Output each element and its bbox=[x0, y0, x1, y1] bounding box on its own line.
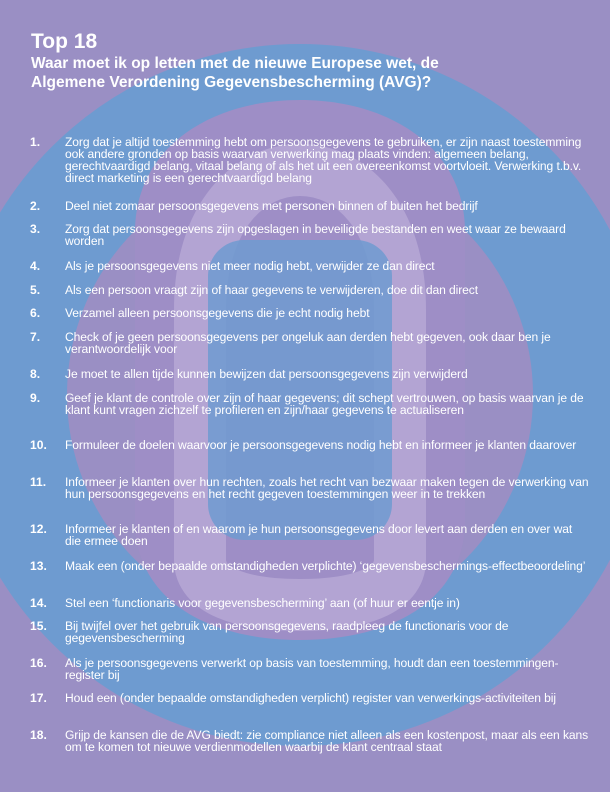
item-number: 15. bbox=[30, 619, 47, 633]
item-text: Als je persoonsgegevens niet meer nodig hebt, verwijder ze dan direct bbox=[65, 259, 435, 273]
item-text: Zorg dat persoonsgegevens zijn opgeslagen in beveiligde bestanden en weet waar ze bewaard worden bbox=[65, 222, 566, 248]
item-number: 7. bbox=[30, 330, 41, 344]
item-number: 10. bbox=[30, 438, 47, 452]
item-number: 14. bbox=[30, 596, 47, 610]
item-number: 1. bbox=[30, 135, 41, 149]
item-number: 6. bbox=[30, 306, 41, 320]
item-number: 4. bbox=[30, 259, 41, 273]
item-text: Houd een (onder bepaalde omstandigheden verplicht) register van verwerkings-activiteiten bij bbox=[65, 691, 556, 705]
item-text: Verzamel alleen persoonsgegevens die je echt nodig hebt bbox=[65, 306, 370, 320]
item-number: 17. bbox=[30, 691, 47, 705]
item-text: Als een persoon vraagt zijn of haar gegevens te verwijderen, doe dit dan direct bbox=[65, 283, 478, 297]
item-number: 5. bbox=[30, 283, 41, 297]
item-text: Zorg dat je altijd toestemming hebt om persoonsgegevens te gebruiken, er zijn naast toestemming ook andere gronden op basis waarvan verwerking mag plaats vinden: algemeen belang, gerechtvaardigd belang, vitaal belang of als het uit een overeenkomst voortvloeit. Verwerking t.b.v. direct marketing is een gerechtvaardigd belang bbox=[65, 135, 582, 185]
item-number: 9. bbox=[30, 391, 41, 405]
item-number: 12. bbox=[30, 522, 47, 536]
item-number: 18. bbox=[30, 728, 47, 742]
item-text: Stel een ‘functionaris voor gegevensbescherming’ aan (of huur er eentje in) bbox=[65, 596, 460, 610]
item-text: Informeer je klanten of en waarom je hun persoonsgegevens door levert aan derden en over wat die ermee doen bbox=[65, 522, 573, 548]
item-text: Check of je geen persoonsgegevens per ongeluk aan derden hebt gegeven, ook daar ben je verantwoordelijk voor bbox=[65, 330, 551, 356]
item-number: 3. bbox=[30, 222, 41, 236]
item-number: 11. bbox=[30, 475, 47, 489]
item-text: Geef je klant de controle over zijn of haar gegevens; dit schept vertrouwen, op basis waarvan je de klant kunt vragen zichzelf te profileren en zijn/haar gegevens te actualiseren bbox=[65, 391, 584, 417]
item-text: Deel niet zomaar persoonsgegevens met personen binnen of buiten het bedrijf bbox=[65, 199, 478, 213]
item-text: Grijp de kansen die de AVG biedt: zie compliance niet alleen als een kostenpost, maar als een kans om te komen tot nieuwe verdienmodellen waarbij de klant centraal staat bbox=[65, 728, 589, 754]
title-subtitle: Waar moet ik op letten met de nieuwe Europese wet, de Algemene Verordening Gegevensbescherming (AVG)? bbox=[31, 55, 439, 91]
item-number: 13. bbox=[30, 559, 47, 573]
title-main: Top 18 bbox=[31, 30, 98, 53]
item-text: Informeer je klanten over hun rechten, zoals het recht van bezwaar maken tegen de verwerking van hun persoonsgegevens en het recht gegeven toestemmingen weer in te trekken bbox=[65, 475, 589, 501]
item-text: Maak een (onder bepaalde omstandigheden verplichte) ‘gegevensbeschermings-effectbeoordeling’ bbox=[65, 559, 586, 573]
page-title bbox=[31, 30, 501, 92]
item-text: Als je persoonsgegevens verwerkt op basis van toestemming, houdt dan een toestemmingen-register bij bbox=[65, 656, 559, 682]
item-number: 2. bbox=[30, 199, 41, 213]
item-number: 8. bbox=[30, 367, 41, 381]
item-text: Je moet te allen tijde kunnen bewijzen dat persoonsgegevens zijn verwijderd bbox=[65, 367, 468, 381]
item-text: Bij twijfel over het gebruik van persoonsgegevens, raadpleeg de functionaris voor de gegevensbescherming bbox=[65, 619, 509, 645]
item-text: Formuleer de doelen waarvoor je persoonsgegevens nodig hebt en informeer je klanten daarover bbox=[65, 438, 577, 452]
item-number: 16. bbox=[30, 656, 47, 670]
